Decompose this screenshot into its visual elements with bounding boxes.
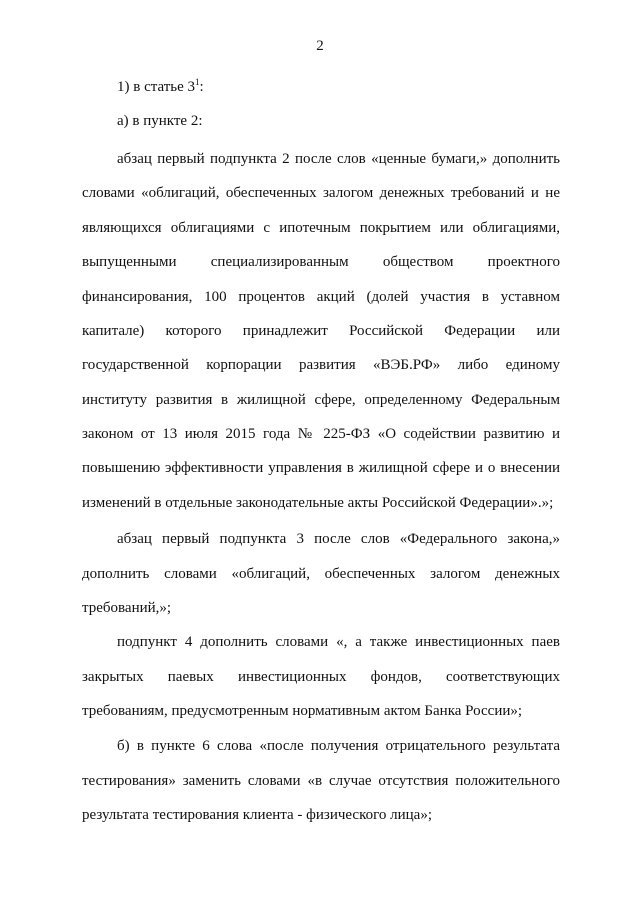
paragraph-3-line-3: требованиям, предусмотренным нормативным актом Банка России»; — [82, 703, 523, 719]
paragraph-1-line-9: законом от 13 июля 2015 года № 225-ФЗ «О содействии развитию и — [82, 426, 560, 442]
paragraph-3-line-1: подпункт 4 дополнить словами «, а также инвестиционных паев — [117, 634, 560, 650]
paragraph-2-line-3: требований,»; — [82, 600, 172, 616]
paragraph-4-line-2: тестирования» заменить словами «в случае отсутствия положительного — [82, 773, 560, 789]
paragraph-1-line-8: институту развития в жилищной сфере, определенному Федеральным — [82, 392, 560, 408]
paragraph-2-line-2: дополнить словами «облигаций, обеспеченных залогом денежных — [82, 566, 560, 582]
paragraph-1-line-11: изменений в отдельные законодательные акты Российской Федерации».»; — [82, 495, 554, 511]
paragraph-1-line-6: капитале) которого принадлежит Российской Федерации или — [82, 323, 560, 339]
page-number: 2 — [316, 38, 324, 54]
paragraph-4-line-3: результата тестирования клиента - физического лица»; — [82, 807, 433, 823]
item-1-colon: : — [199, 79, 204, 95]
item-1-superscript: 1 — [195, 77, 200, 87]
paragraph-4-line-1: б) в пункте 6 слова «после получения отрицательного результата — [117, 738, 560, 754]
paragraph-1-line-1: абзац первый подпункта 2 после слов «ценные бумаги,» дополнить — [117, 151, 560, 167]
paragraph-1-line-4: выпущенными специализированным обществом проектного — [82, 254, 560, 270]
item-1-text: 1) в статье 3 — [117, 79, 196, 95]
item-1-heading — [117, 78, 204, 96]
paragraph-1-line-3: являющихся облигациями с ипотечным покрытием или облигациями, — [82, 220, 560, 236]
paragraph-3-line-2: закрытых паевых инвестиционных фондов, соответствующих — [82, 669, 560, 685]
item-a-heading: а) в пункте 2: — [117, 113, 203, 129]
paragraph-1-line-10: повышению эффективности управления в жилищной сфере и о внесении — [82, 460, 560, 476]
paragraph-2-line-1: абзац первый подпункта 3 после слов «Федерального закона,» — [117, 531, 560, 547]
paragraph-1-line-5: финансирования, 100 процентов акций (долей участия в уставном — [82, 289, 560, 305]
paragraph-1-line-2: словами «облигаций, обеспеченных залогом денежных требований и не — [82, 185, 560, 201]
paragraph-1-line-7: государственной корпорации развития «ВЭБ.РФ» либо единому — [82, 357, 560, 373]
